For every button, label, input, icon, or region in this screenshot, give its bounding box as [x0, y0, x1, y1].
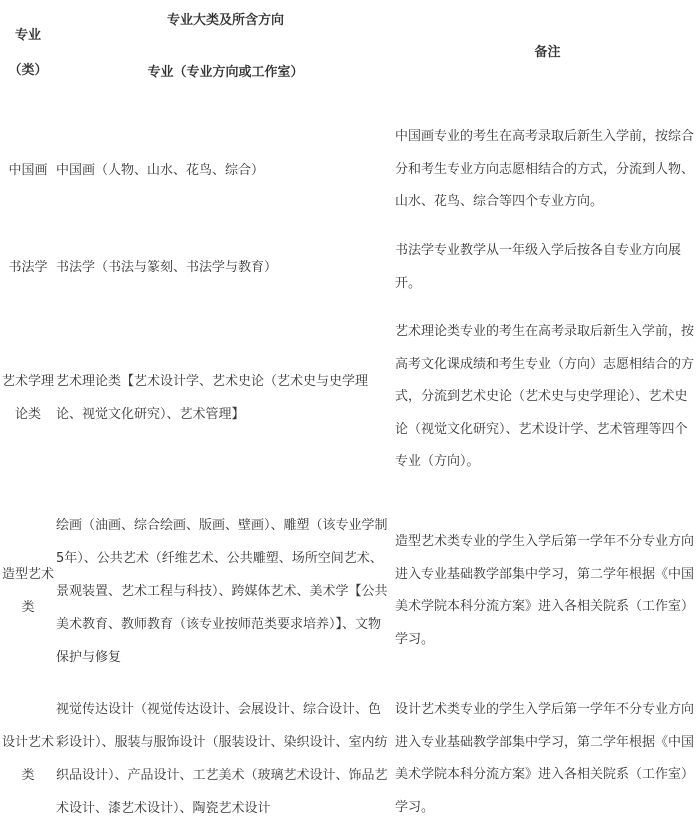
major-name: 造型艺术类	[2, 567, 55, 615]
major-note: 造型艺术类专业的学生入学后第一学年不分专业方向进入专业基础教学部集中学习，第二学年根据《中国美术学院本科分流方案》进入各相关院系（工作室）学习。	[395, 534, 695, 647]
table-row	[0, 687, 700, 831]
table-row	[0, 300, 700, 495]
major-name: 设计艺术类	[2, 735, 55, 783]
header-row-group	[0, 0, 700, 40]
major-name: 书法学	[8, 260, 48, 275]
major-direction: 艺术理论类【艺术设计学、艺术史论（艺术史与史学理论、视觉文化研究）、艺术管理】	[56, 373, 369, 422]
table-row	[0, 235, 700, 300]
major-note: 艺术理论类专业的考生在高考录取后新生入学前，按高考文化课成绩和考生专业（方向）志愿相结合的方式，分流到艺术史论（艺术史与史学理论）、艺术史论（视觉文化研究）、艺术设计学、艺术管理等四个专业（方向）。	[395, 324, 695, 470]
table-row	[0, 495, 700, 687]
major-note: 书法学专业教学从一年级入学后按各自专业方向展开。	[395, 243, 682, 291]
major-direction: 中国画（人物、山水、花鸟、综合）	[56, 162, 265, 178]
major-name: 中国画	[8, 162, 48, 178]
major-note: 中国画专业的考生在高考录取后新生入学前，按综合分和考生专业方向志愿相结合的方式，分流到人物、山水、花鸟、综合等四个专业方向。	[395, 129, 695, 210]
major-direction: 绘画（油画、综合绘画、版画、壁画）、雕塑（该专业学制5年）、公共艺术（纤维艺术、公共雕塑、场所空间艺术、景观装置、艺术工程与科技）、跨媒体艺术、美术学【公共美术教育、教师教育（该专业按师范类要求培养）】、文物保护与修复	[56, 517, 388, 665]
header-direction: 专业（专业方向或工作室）	[147, 65, 304, 80]
header-note: 备注	[534, 45, 561, 60]
major-note: 设计艺术类专业的学生入学后第一学年不分专业方向进入专业基础教学部集中学习，第二学年根据《中国美术学院本科分流方案》进入各相关院系（工作室）学习。	[395, 702, 695, 815]
major-name: 艺术学理论类	[2, 373, 55, 422]
header-major: 专业（类）	[8, 27, 48, 78]
major-direction: 书法学（书法与篆刻、书法学与教育）	[56, 260, 278, 275]
major-direction: 视觉传达设计（视觉传达设计、会展设计、综合设计、色彩设计）、服装与服饰设计（服装设计、染织设计、室内纺织品设计）、产品设计、工艺美术（玻璃艺术设计、饰品艺术设计、漆艺术设计）、陶瓷艺术设计	[56, 702, 388, 816]
header-group-label: 专业大类及所含方向	[166, 12, 284, 28]
table-row	[0, 105, 700, 235]
